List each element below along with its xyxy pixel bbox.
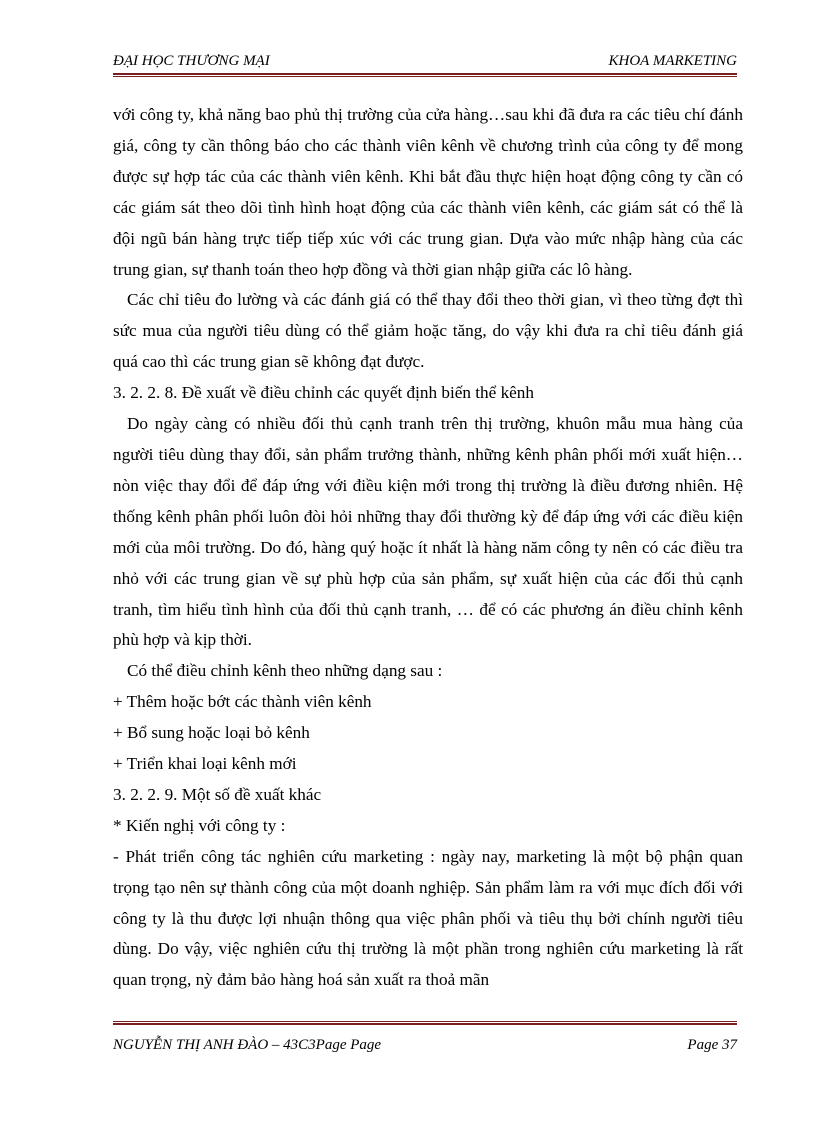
page-number: Page 37 xyxy=(687,1037,737,1053)
paragraph: Có thể điều chỉnh kênh theo những dạng sau : xyxy=(127,661,443,681)
paragraph: Do ngày càng có nhiều đối thủ cạnh tranh trên thị trường, khuôn mẫu mua hàng của người tiêu dùng thay đổi, sản phẩm trưởng thành, những kênh phân phối mới xuất hiện…nòn việc thay đổi để đáp ứng với điều kiện mới trong thị trường là điều đương nhiên. Hệ thống kênh phân phối luôn đòi hỏi những thay đổi thường kỳ để đáp ứng với các điều kiện mới của môi trường. Do đó, hàng quý hoặc ít nhất là hàng năm công ty nên có các điều tra nhỏ với các trung gian về sự phù hợp của sản phẩm, sự xuất hiện của các đối thủ cạnh tranh, tìm hiểu tình hình của đối thủ cạnh tranh, … để có các phương án điều chỉnh kênh phù hợp và kịp thời. xyxy=(113,414,743,650)
section-heading: 3. 2. 2. 8. Đề xuất về điều chỉnh các quyết định biến thể kênh xyxy=(113,383,534,403)
page-footer xyxy=(113,1035,737,1057)
paragraph: Các chỉ tiêu đo lường và các đánh giá có thể thay đổi theo thời gian, vì theo từng đợt thì sức mua của người tiêu dùng có thể giảm hoặc tăng, do vậy khi đưa ra chỉ tiêu đánh giá quá cao thì các trung gian sẽ không đạt được. xyxy=(113,290,743,372)
header-divider xyxy=(113,73,737,77)
header-faculty: KHOA MARKETING xyxy=(608,53,737,69)
document-body xyxy=(113,100,743,996)
list-item: + Triển khai loại kênh mới xyxy=(113,754,297,774)
paragraph: * Kiến nghị với công ty : xyxy=(113,815,286,835)
page-header xyxy=(113,51,737,73)
list-item: + Bổ sung hoặc loại bỏ kênh xyxy=(113,723,310,743)
paragraph: với công ty, khả năng bao phủ thị trường của cửa hàng…sau khi đã đưa ra các tiêu chí đánh giá, công ty cần thông báo cho các thành viên kênh về chương trình của công ty để mong được sự hợp tác của các thành viên kênh. Khi bắt đầu thực hiện hoạt động công ty cần có các giám sát theo dõi tình hình hoạt động của các thành viên kênh, các giám sát có thể là đội ngũ bán hàng trực tiếp tiếp xúc với các trung gian. Dựa vào mức nhập hàng của các trung gian, sự thanh toán theo hợp đồng và thời gian nhập giữa các lô hàng. xyxy=(113,105,743,279)
footer-author: NGUYỄN THỊ ANH ĐÀO – 43C3Page Page xyxy=(113,1037,382,1053)
section-heading: 3. 2. 2. 9. Một số đề xuất khác xyxy=(113,784,322,804)
list-item: + Thêm hoặc bớt các thành viên kênh xyxy=(113,692,372,712)
paragraph: - Phát triển công tác nghiên cứu marketing : ngày nay, marketing là một bộ phận quan trọng tạo nên sự thành công của một doanh nghiệp. Sản phẩm làm ra với mục đích đối với công ty là thu được lợi nhuận thông qua việc phân phối và tiêu thụ bởi chính người tiêu dùng. Do vậy, việc nghiên cứu thị trường là một phần trong nghiên cứu marketing là rất quan trọng, nỳ đảm bảo hàng hoá sản xuất ra thoả mãn xyxy=(113,846,743,990)
header-university: ĐẠI HỌC THƯƠNG MẠI xyxy=(113,53,270,69)
footer-divider xyxy=(113,1021,737,1025)
